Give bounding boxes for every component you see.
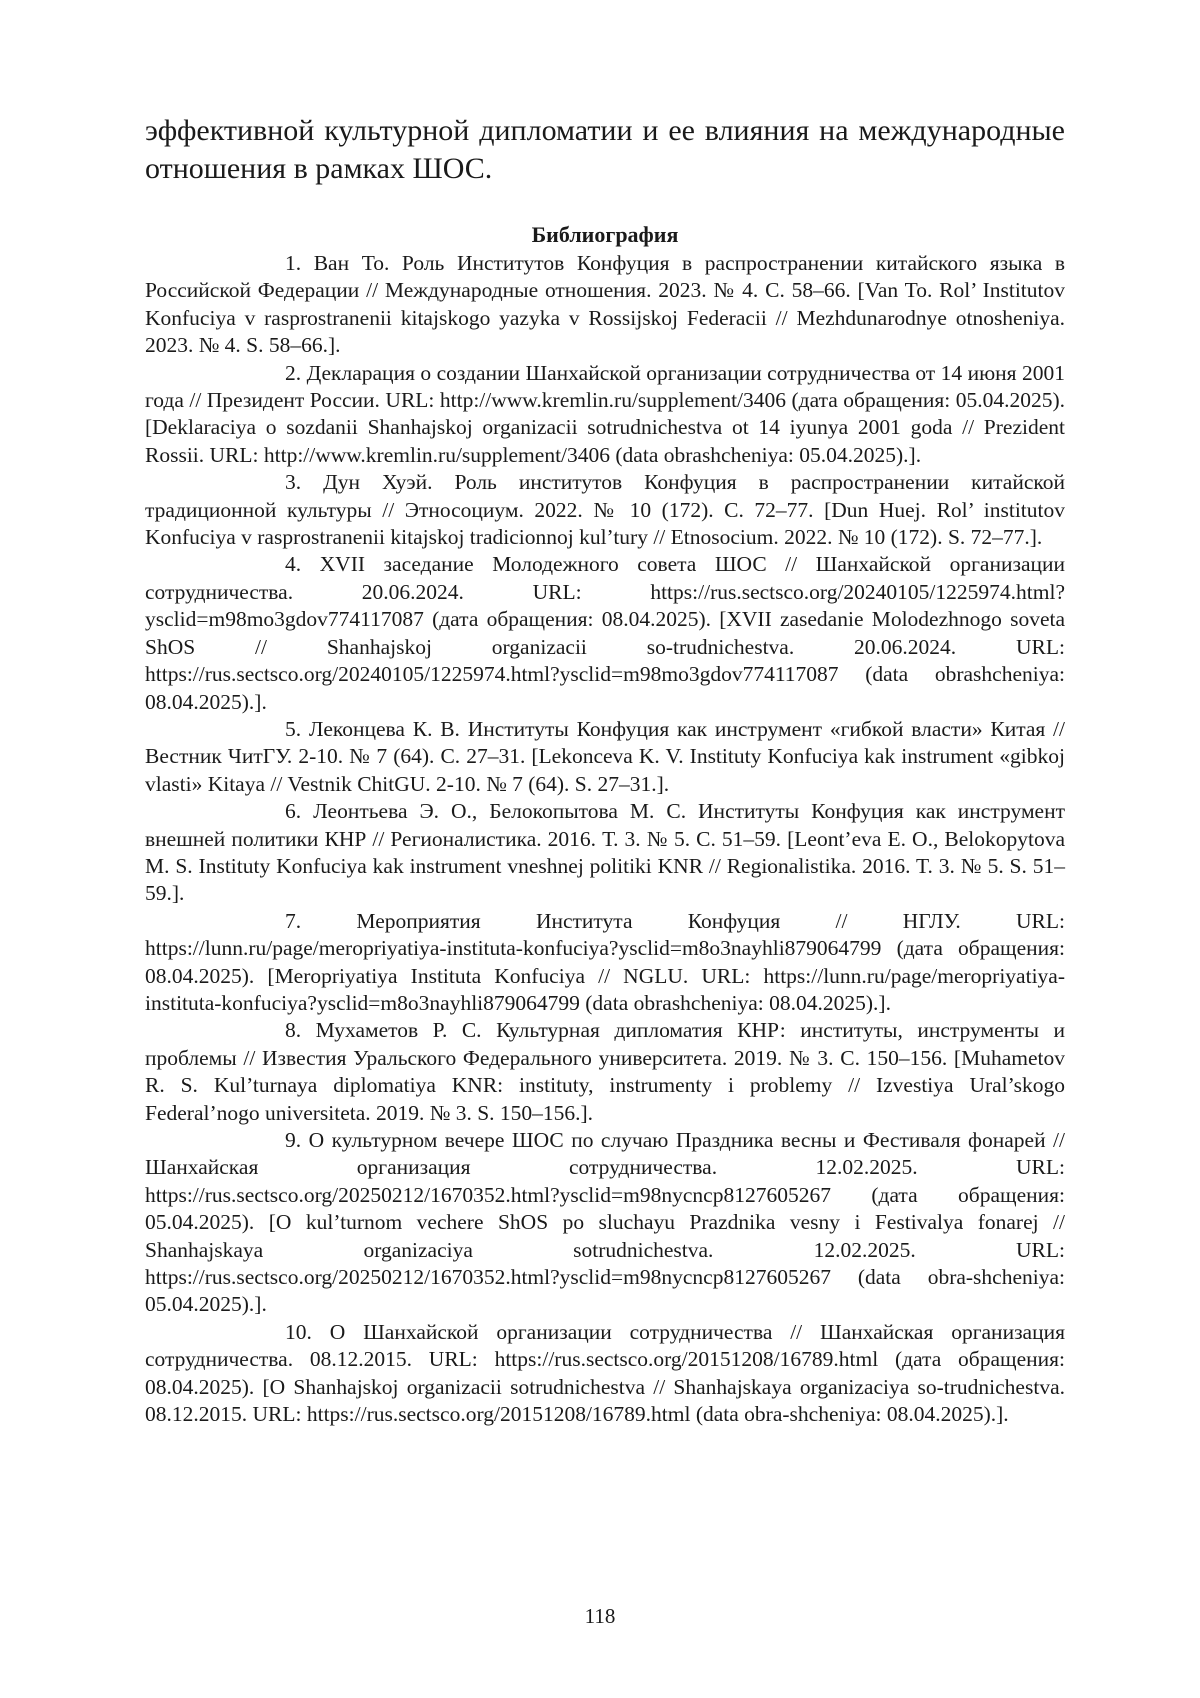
bibliography-entry-6 — [145, 798, 1065, 908]
entry-number: 3. — [285, 470, 302, 495]
entry-number: 6. — [285, 799, 302, 824]
entry-number: 1. — [285, 251, 302, 275]
entry-number: 10. — [285, 1319, 312, 1344]
entry-number: 5. — [285, 716, 302, 741]
bibliography-entry-3 — [145, 469, 1065, 551]
bibliography-entry-8 — [145, 1017, 1065, 1127]
bibliography-entry-5 — [145, 716, 1065, 798]
entry-text: Ван То. Роль Институтов Конфуция в распространении китайского языка в Российской Федерации // Международные отношения. 2023. № 4. С. 58–66. [Van To. Rol’ Institutov Konfuciya v rasprostranenii kitajskogo yazyka v Rossijskoj Federacii // Mezhdunarodnye otnosheniya. 2023. № 4. S. 58–66.]. — [145, 251, 1065, 358]
entry-text: О культурном вечере ШОС по случаю Праздника весны и Фестиваля фонарей // Шанхайская организация сотрудничества. 12.02.2025. URL: https://rus.sectsco.org/20250212/1670352.html?ysclid=m98nycncp8127605267 (дата обращения: 05.04.2025). [O kul’turnom vechere ShOS po sluchayu Prazdnika vesny i Festivalya fonarej // Shanhajskaya organizaciya sotrudnichestva. 12.02.2025. URL: https://rus.sectsco.org/20250212/1670352.html?ysclid=m98nycncp8127605267 (data obra-shcheniya: 05.04.2025).]. — [145, 1128, 1065, 1317]
bibliography-entry-7 — [145, 908, 1065, 1018]
bibliography-heading: Библиография — [531, 222, 679, 247]
bibliography-list — [145, 250, 1065, 1428]
entry-number: 4. — [285, 552, 302, 577]
bibliography-entry-4 — [145, 551, 1065, 715]
entry-number: 9. — [285, 1128, 302, 1152]
page-number: 118 — [584, 1604, 616, 1628]
bibliography-entry-1 — [145, 250, 1065, 360]
entry-text: Леконцева К. В. Институты Конфуция как инструмент «гибкой власти» Китая // Вестник ЧитГУ. 2-10. № 7 (64). С. 27–31. [Lekonceva K. V. Instituty Konfuciya kak instrument «gibkoj vlasti» Kitaya // Vestnik ChitGU. 2-10. № 7 (64). S. 27–31.]. — [145, 716, 1066, 796]
entry-text: XVII заседание Молодежного совета ШОС // Шанхайской организации сотрудничества. 20.06.2024. URL: https://rus.sectsco.org/20240105/1225974.html?ysclid=m98mo3gdov774117087 (дата обращения: 08.04.2025). [XVII zasedanie Molodezhnogo soveta ShOS // Shanhajskoj organizacii so-trudnichestva. 20.06.2024. URL: https://rus.sectsco.org/20240105/1225974.html?ysclid=m98mo3gdov774117087 (data obrashcheniya: 08.04.2025).]. — [145, 552, 1066, 714]
entry-number: 7. — [285, 908, 302, 933]
entry-text: Леонтьева Э. О., Белокопытова М. С. Институты Конфуция как инструмент внешней политики КНР // Регионалистика. 2016. Т. 3. № 5. С. 51–59. [Leont’eva E. O., Belokopytova M. S. Instituty Konfuciya kak instrument vneshnej politiki KNR // Regionalistika. 2016. T. 3. № 5. S. 51–59.]. — [145, 799, 1065, 906]
entry-text: О Шанхайской организации сотрудничества // Шанхайская организация сотрудничества. 08.12.2015. URL: https://rus.sectsco.org/20151208/16789.html (дата обращения: 08.04.2025). [O Shanhajskoj organizacii sotrudnichestva // Shanhajskaya organizaciya so-trudnichestva. 08.12.2015. URL: https://rus.sectsco.org/20151208/16789.html (data obra-shcheniya: 08.04.2025).]. — [145, 1319, 1066, 1427]
entry-number: 8. — [285, 1018, 302, 1043]
entry-text: Мухаметов Р. С. Культурная дипломатия КНР: институты, инструменты и проблемы // Известия Уральского Федерального университета. 2019. № 3. С. 150–156. [Muhametov R. S. Kul’turnaya diplomatiya KNR: instituty, instrumenty i problemy // Izvestiya Ural’skogo Federal’nogo universiteta. 2019. № 3. S. 150–156.]. — [145, 1018, 1065, 1125]
intro-paragraph: эффективной культурной дипломатии и ее влияния на международные отношения в рамках ШОС. — [145, 114, 1065, 185]
entry-text: Дун Хуэй. Роль институтов Конфуция в распространении китайской традиционной культуры // Этносоциум. 2022. № 10 (172). С. 72–77. [Dun Huej. Rol’ institutov Konfuciya v rasprostranenii kitajskoj tradicionnoj kul’tury // Etnosocium. 2022. № 10 (172). S. 72–77.]. — [145, 470, 1065, 550]
entry-text: Мероприятия Института Конфуция // НГЛУ. URL: https://lunn.ru/page/meropriyatiya-instituta-konfuciya?ysclid=m8o3nayhli879064799 (дата обращения: 08.04.2025). [Meropriyatiya Instituta Konfuciya // NGLU. URL: https://lunn.ru/page/meropriyatiya-instituta-konfuciya?ysclid=m8o3nayhli879064799 (data obrashcheniya: 08.04.2025).]. — [145, 908, 1065, 1015]
bibliography-entry-2 — [145, 360, 1065, 470]
bibliography-entry-9 — [145, 1127, 1065, 1319]
entry-number: 2. — [285, 360, 302, 385]
entry-text: Декларация о создании Шанхайской организации сотрудничества от 14 июня 2001 года // Президент России. URL: http://www.kremlin.ru/supplement/3406 (дата обращения: 05.04.2025). [Deklaraciya o sozdanii Shanhajskoj organizacii sotrudnichestva ot 14 iyunya 2001 goda // Prezident Rossii. URL: http://www.kremlin.ru/supplement/3406 (data obrashcheniya: 05.04.2025).]. — [145, 360, 1066, 467]
bibliography-entry-10 — [145, 1319, 1065, 1429]
